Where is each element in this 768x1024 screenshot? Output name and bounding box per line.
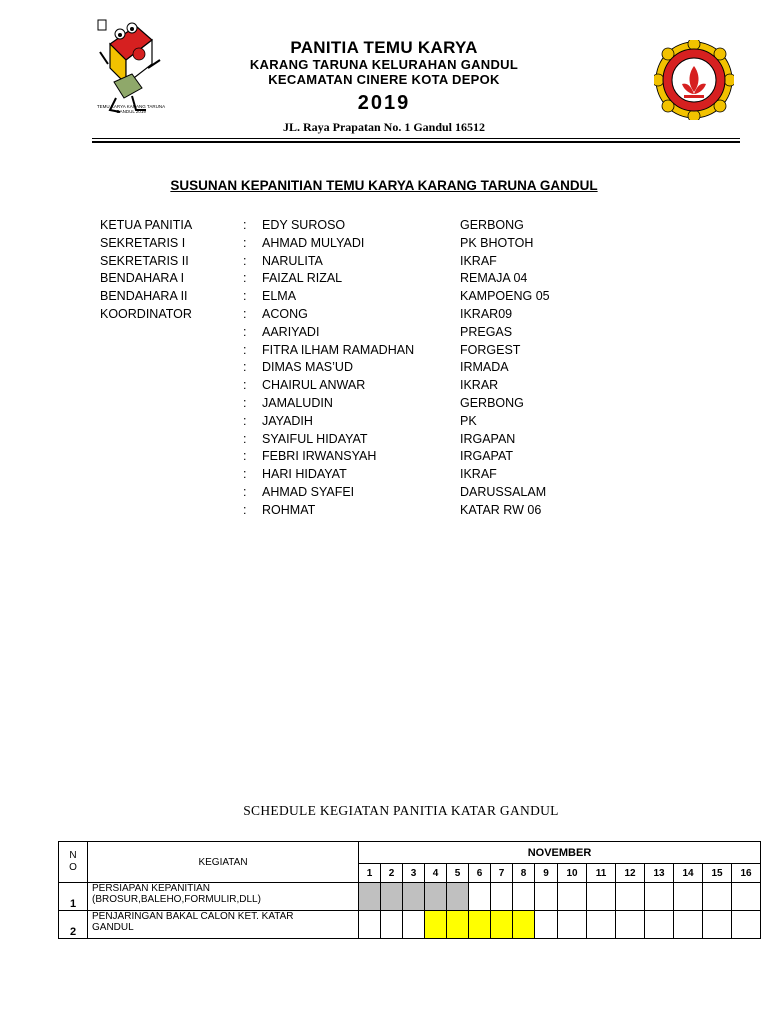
activity-line2: (BROSUR,BALEHO,FORMULIR,DLL): [92, 894, 261, 905]
day-cell: [403, 911, 425, 939]
member-name: ROHMAT: [262, 502, 316, 517]
day-header: 15: [703, 864, 732, 883]
day-cell: [513, 883, 535, 911]
day-cell: [491, 911, 513, 939]
schedule-row: [59, 911, 761, 939]
day-header: 12: [616, 864, 645, 883]
member-org: GERBONG: [460, 218, 524, 232]
member-role: SEKRETARIS I: [100, 235, 186, 250]
day-cell: [381, 883, 403, 911]
member-org: IKRAR09: [460, 306, 513, 321]
committee-row: [100, 360, 660, 378]
day-header: 6: [469, 864, 491, 883]
member-colon: :: [243, 360, 247, 375]
day-cell: [513, 911, 535, 939]
day-header: 16: [732, 864, 761, 883]
header-no-line1: N: [69, 850, 77, 861]
day-cell: [558, 883, 587, 911]
member-name: EDY SUROSO: [262, 218, 346, 232]
day-header: 11: [587, 864, 616, 883]
member-name: SYAIFUL HIDAYAT: [262, 431, 368, 446]
activity-line1: PERSIAPAN KEPANITIAN: [92, 883, 210, 894]
activity-cell: [88, 883, 359, 911]
member-name: FITRA ILHAM RAMADHAN: [262, 342, 415, 357]
member-org: KAMPOENG 05: [460, 289, 550, 304]
day-cell: [732, 883, 761, 911]
member-org: IRGAPAT: [460, 449, 514, 464]
day-cell: [359, 883, 381, 911]
day-cell: [645, 911, 674, 939]
day-cell: [587, 911, 616, 939]
committee-row: [100, 432, 660, 450]
member-colon: :: [243, 253, 247, 268]
day-header: 4: [425, 864, 447, 883]
member-role: KOORDINATOR: [100, 306, 192, 321]
letterhead-year: 2019: [357, 92, 411, 114]
day-cell: [703, 883, 732, 911]
member-colon: :: [243, 289, 247, 304]
member-name: HARI HIDAYAT: [262, 467, 347, 482]
member-org: IKRAF: [460, 467, 497, 482]
member-org: DARUSSALAM: [460, 484, 547, 499]
member-name: NARULITA: [262, 253, 323, 268]
day-cell: [645, 883, 674, 911]
day-header: 14: [674, 864, 703, 883]
member-name: AHMAD MULYADI: [262, 235, 365, 250]
committee-row: [100, 325, 660, 343]
member-role: BENDAHARA II: [100, 289, 188, 304]
committee-list: [100, 218, 660, 521]
member-colon: :: [243, 413, 247, 428]
header-divider-thin: [92, 138, 740, 139]
day-cell: [674, 883, 703, 911]
member-name: ACONG: [262, 306, 308, 321]
member-name: AARIYADI: [262, 324, 320, 339]
letterhead-title: PANITIA TEMU KARYA: [290, 38, 478, 57]
member-org: IRGAPAN: [460, 431, 516, 446]
member-org: KATAR RW 06: [460, 502, 542, 517]
letterhead-address: JL. Raya Prapatan No. 1 Gandul 16512: [282, 120, 486, 134]
member-name: FEBRI IRWANSYAH: [262, 449, 377, 464]
day-header: 10: [558, 864, 587, 883]
member-name: CHAIRUL ANWAR: [262, 378, 366, 393]
day-header: 2: [381, 864, 403, 883]
day-header: 3: [403, 864, 425, 883]
member-colon: :: [243, 306, 247, 321]
member-colon: :: [243, 235, 247, 250]
header-divider-thick: [92, 141, 740, 143]
header-no: [59, 842, 88, 883]
member-role: BENDAHARA I: [100, 271, 185, 286]
day-cell: [403, 883, 425, 911]
committee-row: [100, 307, 660, 325]
member-colon: :: [243, 324, 247, 339]
day-cell: [447, 883, 469, 911]
committee-row: [100, 271, 660, 289]
day-header: 9: [535, 864, 558, 883]
schedule-title: SCHEDULE KEGIATAN PANITIA KATAR GANDUL: [243, 803, 559, 818]
member-name: JAMALUDIN: [262, 395, 333, 410]
day-cell: [425, 911, 447, 939]
committee-row: [100, 449, 660, 467]
header-month: NOVEMBER: [359, 842, 761, 864]
day-cell: [359, 911, 381, 939]
row-number: 2: [59, 911, 88, 939]
member-colon: :: [243, 484, 247, 499]
day-cell: [703, 911, 732, 939]
day-cell: [674, 911, 703, 939]
member-colon: :: [243, 271, 247, 286]
member-colon: :: [243, 502, 247, 517]
member-colon: :: [243, 378, 247, 393]
day-cell: [425, 883, 447, 911]
member-org: FORGEST: [460, 342, 521, 357]
member-org: GERBONG: [460, 395, 524, 410]
member-org: IRMADA: [460, 360, 509, 375]
member-org: IKRAR: [460, 378, 499, 393]
member-colon: :: [243, 218, 247, 232]
day-header: 5: [447, 864, 469, 883]
mascot-caption: TEMU KARYA KARANG TARUNA GANDUL 2019: [96, 104, 166, 114]
letterhead: [0, 0, 768, 150]
member-role: SEKRETARIS II: [100, 253, 189, 268]
committee-row: [100, 289, 660, 307]
committee-row: [100, 343, 660, 361]
member-name: FAIZAL RIZAL: [262, 271, 343, 286]
day-header: 8: [513, 864, 535, 883]
member-org: PK: [460, 413, 477, 428]
member-org: PK BHOTOH: [460, 235, 534, 250]
committee-row: [100, 396, 660, 414]
day-cell: [558, 911, 587, 939]
member-name: DIMAS MAS’UD: [262, 360, 353, 375]
header-no-line2: O: [69, 862, 77, 873]
member-colon: :: [243, 431, 247, 446]
day-cell: [732, 911, 761, 939]
committee-row: [100, 485, 660, 503]
member-org: IKRAF: [460, 253, 497, 268]
day-header: 1: [359, 864, 381, 883]
row-number: 1: [59, 883, 88, 911]
header-kegiatan: KEGIATAN: [88, 842, 359, 883]
committee-row: [100, 467, 660, 485]
day-cell: [491, 883, 513, 911]
schedule-row: [59, 883, 761, 911]
committee-row: [100, 414, 660, 432]
day-header: 13: [645, 864, 674, 883]
day-cell: [535, 883, 558, 911]
member-colon: :: [243, 467, 247, 482]
committee-row: [100, 236, 660, 254]
activity-line1: PENJARINGAN BAKAL CALON KET. KATAR: [92, 911, 294, 922]
day-cell: [447, 911, 469, 939]
member-colon: :: [243, 449, 247, 464]
committee-row: [100, 378, 660, 396]
letterhead-subtitle-org: KARANG TARUNA KELURAHAN GANDUL: [249, 57, 519, 72]
member-org: REMAJA 04: [460, 271, 528, 286]
day-cell: [469, 883, 491, 911]
day-cell: [535, 911, 558, 939]
committee-row: [100, 503, 660, 521]
activity-cell: [88, 911, 359, 939]
day-cell: [469, 911, 491, 939]
schedule-table: [58, 841, 761, 939]
member-name: JAYADIH: [262, 413, 313, 428]
committee-title: SUSUNAN KEPANITIAN TEMU KARYA KARANG TARUNA GANDUL: [170, 178, 598, 193]
day-cell: [381, 911, 403, 939]
day-cell: [587, 883, 616, 911]
letterhead-subtitle-district: KECAMATAN CINERE KOTA DEPOK: [268, 72, 500, 87]
committee-row: [100, 254, 660, 272]
activity-line2: GANDUL: [92, 922, 134, 933]
day-cell: [616, 911, 645, 939]
member-colon: :: [243, 342, 247, 357]
member-colon: :: [243, 395, 247, 410]
member-org: PREGAS: [460, 324, 513, 339]
day-header: 7: [491, 864, 513, 883]
member-name: ELMA: [262, 289, 297, 304]
committee-row: [100, 218, 660, 236]
member-name: AHMAD SYAFEI: [262, 484, 355, 499]
member-role: KETUA PANITIA: [100, 218, 193, 232]
day-cell: [616, 883, 645, 911]
